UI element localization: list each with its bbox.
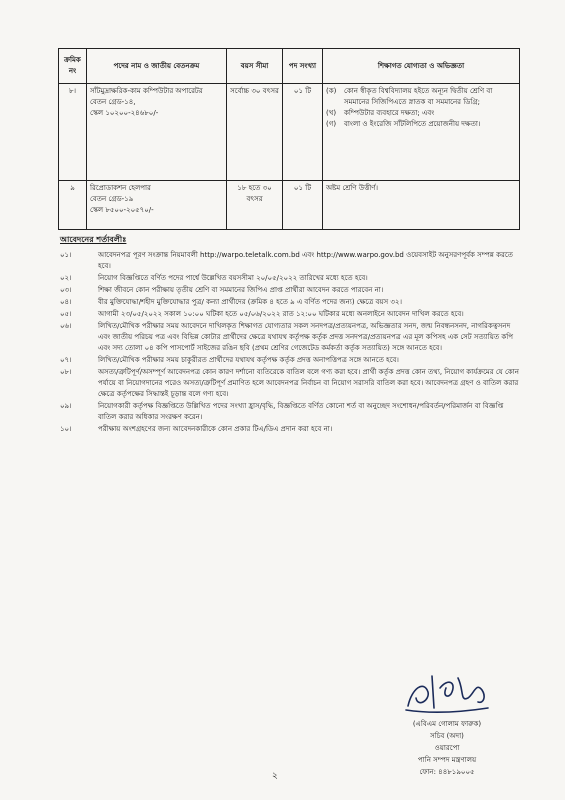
condition-text: আগামী ২৩/০৫/২০২২ সকাল ১০:০০ ঘটিকা হতে ০৫/০৬/২০২২ রাত ১২:০০ ঘটিকার মধ্যে অনলাইনে আবেদন দাখিল করতে হবে। — [98, 310, 464, 318]
condition-text: আবেদনপত্র পূরণ সংক্রান্ত নিয়মাবলী http://warpo.teletalk.com.bd এবং http://www.warpo.gov.bd ওয়েবসাইট অনুসরণপূর্বক সম্পন্ন করতে হবে। — [98, 251, 513, 270]
conditions-title: আবেদনের শর্তাবলীঃ — [60, 235, 127, 244]
header-serial: ক্রমিক নং — [59, 49, 87, 84]
post-title: সাঁটমুদ্রাক্ষরিক-কাম কম্পিউটার অপারেটর — [90, 87, 203, 95]
qualification-item — [326, 119, 516, 130]
condition-text: শিক্ষা জীবনে কোন পরীক্ষায় তৃতীয় শ্রেণি বা সমমানের জিপিএ প্রাপ্ত প্রার্থীরা আবেদন করতে পারবেন না। — [98, 286, 384, 294]
conditions-list — [60, 250, 520, 436]
list-item — [60, 285, 520, 296]
condition-text: লিখিত/মৌখিক পরীক্ষার সময় চাকুরীরত প্রার্থীদের যথাযথ কর্তৃপক্ষ কর্তৃক প্রদত্ত অনাপত্তিপত্র সঙ্গে আনতে হবে। — [98, 356, 399, 364]
list-item — [60, 355, 520, 366]
signatory-designation: সচিব (অদা) — [430, 732, 464, 740]
row-qualification — [323, 181, 520, 230]
header-post: পদের নাম ও জাতীয় বেতনক্রম — [87, 49, 227, 84]
vacancy-table — [58, 48, 520, 230]
qualification-item — [326, 183, 516, 194]
post-scale: স্কেল ১০২০০-২৪৬৮০/- — [90, 109, 159, 117]
condition-number: ০৪। — [60, 298, 72, 306]
row-serial: ৮। — [59, 84, 87, 181]
post-grade: বেতন গ্রেড-১৪, — [90, 98, 136, 106]
condition-number: ০৬। — [60, 322, 72, 330]
signature-block — [392, 718, 502, 778]
condition-number: ১০। — [60, 425, 72, 433]
handwritten-signature — [402, 668, 492, 718]
post-scale: স্কেল ৮৫০০-২০৫৭০/- — [90, 206, 154, 214]
qualification-text: কোন স্বীকৃত বিশ্ববিদ্যালয় হইতে অন্যূন দ্বিতীয় শ্রেণি বা সমমানের সিজিপিএতে স্নাতক বা সমমানের ডিগ্রি; — [344, 87, 493, 106]
row-post — [87, 181, 227, 230]
condition-text: অসত্য/ত্রুটিপূর্ণ/অসম্পূর্ণ আবেদনপত্র কোন কারণ দর্শানো ব্যতিরেকে বাতিল বলে গণ্য করা হবে। প্রার্থী কর্তৃক প্রদত্ত কোন তথ্য, নিয়োগ কার্যক্রমের যে কোন পর্যায়ে বা নিয়োগদানের পরেও অসত্য/ত্রুটিপূর্ণ প্রমাণিত হলে আবেদনপত্র নির্বাচন বা নিয়োগ সরাসরি বাতিল করা হবে। আবেদনপত্র গ্রহণ ও বাতিল করার ক্ষেত্রে কর্তৃপক্ষের সিদ্ধান্তই চূড়ান্ত বলে গণ্য হবে। — [98, 368, 519, 398]
condition-text: নিয়োগ বিজ্ঞপ্তিতে বর্ণিত পদের পার্শ্বে উল্লেখিত বয়সসীমা ২০/০৫/২০২২ তারিখের মধ্যে হতে হবে। — [98, 274, 368, 282]
row-serial: ৯ — [59, 181, 87, 230]
list-item — [60, 250, 520, 272]
row-age: ১৮ হতে ৩০ বৎসর — [227, 181, 283, 230]
list-item — [60, 321, 520, 354]
table-header-row — [59, 49, 520, 84]
qualification-item — [326, 108, 516, 119]
list-item — [60, 367, 520, 400]
list-item — [60, 401, 520, 423]
qualification-text: কম্পিউটার ব্যবহারে দক্ষতা; এবং — [344, 109, 435, 117]
row-age: সর্বোচ্চ ৩০ বৎসর — [227, 84, 283, 181]
page-number: ২ — [272, 771, 278, 781]
list-item — [60, 273, 520, 284]
signatory-name: (এবিএম গোলাম ফারুক) — [412, 720, 482, 728]
row-qualification — [323, 84, 520, 181]
condition-text: নিয়োগকারী কর্তৃপক্ষ বিজ্ঞপ্তিতে উল্লিখিত পদের সংখ্যা হ্রাস/বৃদ্ধি, বিজ্ঞপ্তিতে বর্ণিত কোনো শর্ত বা অনুচ্ছেদ সংশোধন/পরিবর্তন/পরিমার্জন বা বিজ্ঞপ্তি বাতিল করার অধিকার সংরক্ষণ করেন। — [98, 402, 504, 421]
condition-number: ০১। — [60, 251, 72, 259]
list-item — [60, 424, 520, 435]
row-post — [87, 84, 227, 181]
qualification-text: বাংলা ও ইংরেজি সাঁটলিপিতে প্রয়োজনীয় দক্ষতা। — [344, 120, 481, 128]
condition-number: ০৯। — [60, 402, 72, 410]
row-count: ০১ টি — [283, 181, 323, 230]
condition-number: ০২। — [60, 274, 72, 282]
signatory-phone: ফোন: ৪৪৮১৯০০৫ — [419, 768, 475, 776]
signatory-organization: ওয়ারপো — [434, 744, 460, 752]
condition-number: ০৮। — [60, 368, 72, 376]
post-title: রিপ্রোডাকশন হেলপার — [90, 184, 151, 192]
condition-number: ০৭। — [60, 356, 72, 364]
table-row — [59, 181, 520, 230]
signatory-ministry: পানি সম্পদ মন্ত্রণালয় — [417, 756, 477, 764]
condition-text: লিখিত/মৌখিক পরীক্ষার সময় আবেদনে দাখিলকৃত শিক্ষাগত যোগ্যতার সকল সনদপত্র/প্রত্যয়নপত্র, অভিজ্ঞতার সনদ, জন্ম নিবন্ধনসনদ, নাগরিকত্বসনদ এবং জাতীয় পরিচয় পত্র এবং বিভিন্ন কোটার প্রার্থীদের ক্ষেত্রে যথাযথ কর্তৃপক্ষ কর্তৃক প্রদত্ত সনদপত্র/প্রত্যয়নপত্র এর মূল কপিসহ এক সেট সত্যায়িত কপি এবং সদ্য তোলা ০৪ কপি পাসপোর্ট সাইজের রঙিন ছবি (প্রথম শ্রেণির গেজেটেড কর্মকর্তা কর্তৃক সত্যায়িত) সঙ্গে আনতে হবে। — [98, 322, 514, 352]
row-count: ০১ টি — [283, 84, 323, 181]
qualification-text: অষ্টম শ্রেণি উত্তীর্ণ। — [326, 184, 378, 192]
condition-text: বীর মুক্তিযোদ্ধা/শহীদ মুক্তিযোদ্ধার পুত্র/ কন্যা প্রার্থীদের (ক্রমিক ৪ হতে ৯ এ বর্ণিত পদের জন্য) ক্ষেত্রে বয়স ৩২। — [98, 298, 402, 306]
condition-number: ০৩। — [60, 286, 72, 294]
qualification-mark: (খ) — [326, 109, 337, 117]
header-qualification: শিক্ষাগত যোগ্যতা ও অভিজ্ঞতা — [323, 49, 520, 84]
header-count: পদ সংখ্যা — [283, 49, 323, 84]
qualification-mark: (ক) — [326, 87, 337, 95]
condition-number: ০৫। — [60, 310, 72, 318]
table-row — [59, 84, 520, 181]
list-item — [60, 297, 520, 308]
list-item — [60, 309, 520, 320]
qualification-item — [326, 86, 516, 108]
qualification-mark: (গ) — [326, 120, 337, 128]
condition-text: পরীক্ষায় অংশগ্রহণের জন্য আবেদনকারীকে কোন প্রকার টিএ/ডিএ প্রদান করা হবে না। — [98, 425, 333, 433]
post-grade: বেতন গ্রেড-১৯ — [90, 195, 134, 203]
header-age: বয়স সীমা — [227, 49, 283, 84]
